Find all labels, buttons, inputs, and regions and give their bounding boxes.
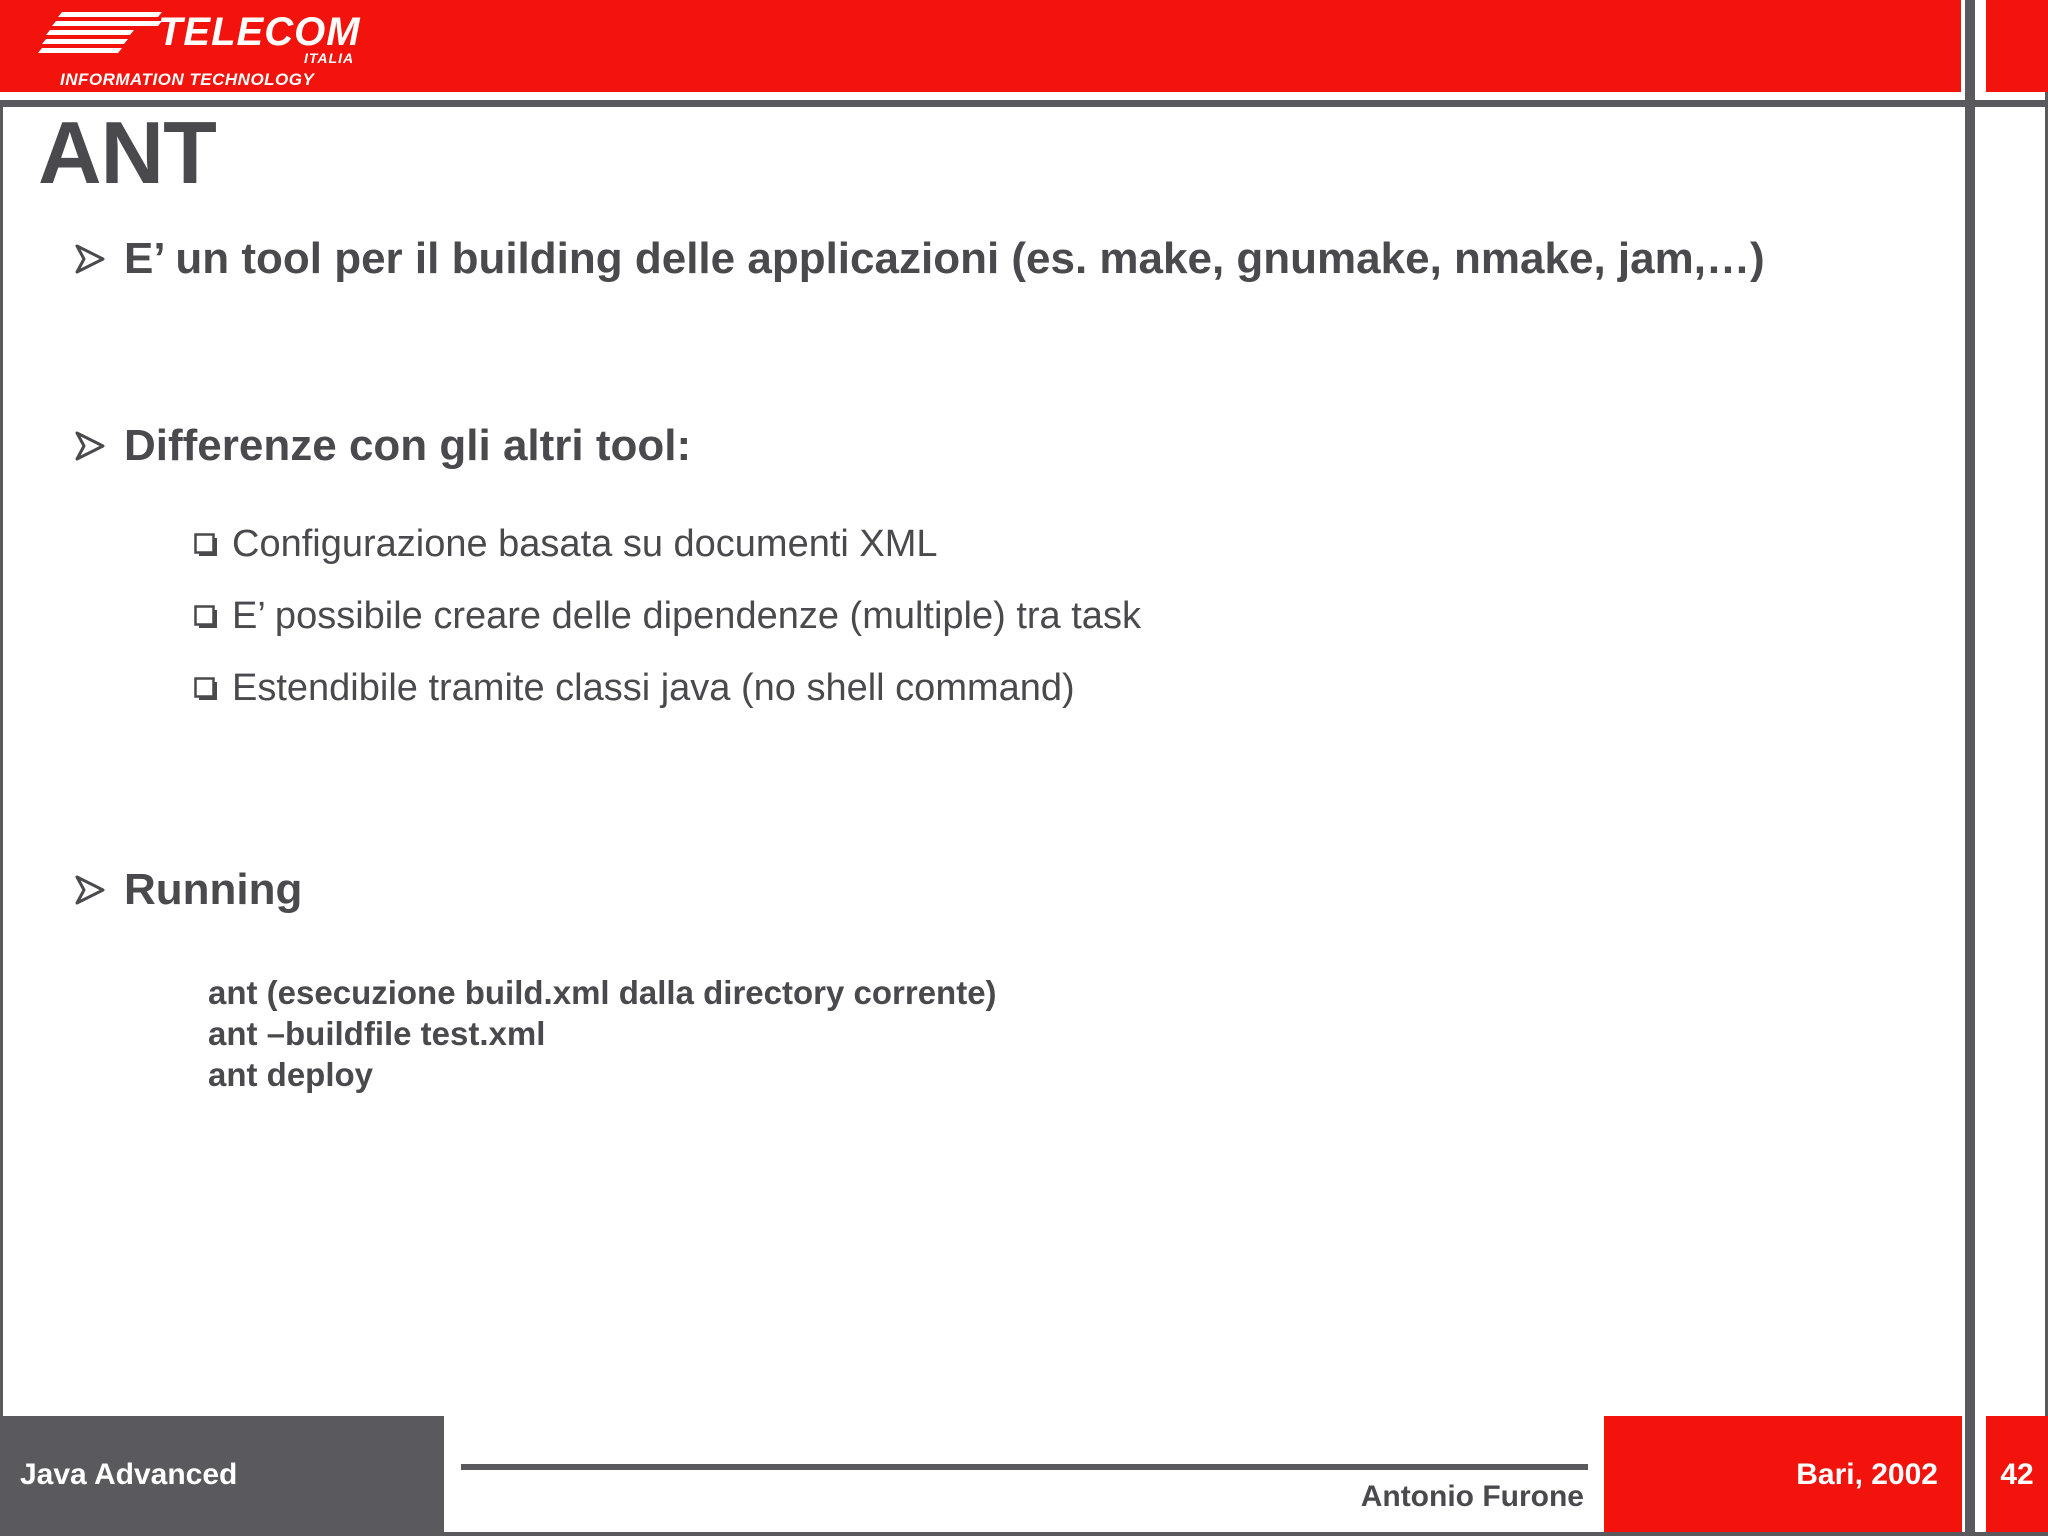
arrow-bullet-icon	[74, 874, 106, 906]
bullet-text: Differenze con gli altri tool:	[124, 421, 692, 470]
bottom-frame-line	[0, 1532, 2048, 1536]
square-bullet-icon	[194, 677, 218, 701]
telecom-logo	[38, 6, 378, 90]
footer-course: Java Advanced	[20, 1458, 238, 1491]
bullet-text: Running	[124, 865, 303, 914]
footer-divider	[461, 1464, 1588, 1470]
command-line: ant (esecuzione build.xml dalla directory corrente)	[208, 974, 997, 1011]
bullet-text: E’ un tool per il building delle applicazioni (es. make, gnumake, nmake, jam,…)	[124, 234, 1765, 283]
sub-bullet-item	[194, 595, 1141, 638]
header-corner-block	[1986, 0, 2048, 92]
command-examples	[208, 972, 997, 1095]
sub-bullet-item	[194, 667, 1075, 710]
arrow-bullet-icon	[74, 243, 106, 275]
footer-place-date: Bari, 2002	[1796, 1458, 1938, 1491]
square-bullet-icon	[194, 533, 218, 557]
square-bullet-icon	[194, 605, 218, 629]
command-line: ant deploy	[208, 1056, 374, 1093]
logo-division: INFORMATION TECHNOLOGY	[60, 70, 315, 89]
sub-bullet-text: Estendibile tramite classi java (no shell command)	[232, 667, 1075, 709]
command-line: ant –buildfile test.xml	[208, 1015, 546, 1052]
bullet-item	[74, 421, 691, 471]
bullet-item	[74, 865, 302, 915]
sub-bullet-item	[194, 523, 938, 566]
vertical-divider	[1965, 0, 1975, 1536]
bullet-item	[74, 234, 1765, 284]
header-divider	[0, 100, 2048, 107]
sub-bullet-text: E’ possibile creare delle dipendenze (multiple) tra task	[232, 595, 1141, 637]
logo-brand-main: TELECOM	[158, 10, 361, 54]
sub-bullet-text: Configurazione basata su documenti XML	[232, 523, 938, 565]
page-number: 42	[2000, 1458, 2034, 1491]
slide-title: ANT	[38, 103, 216, 202]
logo-stripes-icon	[38, 12, 162, 58]
arrow-bullet-icon	[74, 430, 106, 462]
logo-brand-sub: ITALIA	[304, 50, 355, 66]
footer-author: Antonio Furone	[1360, 1480, 1584, 1513]
left-frame-line	[0, 107, 3, 1417]
